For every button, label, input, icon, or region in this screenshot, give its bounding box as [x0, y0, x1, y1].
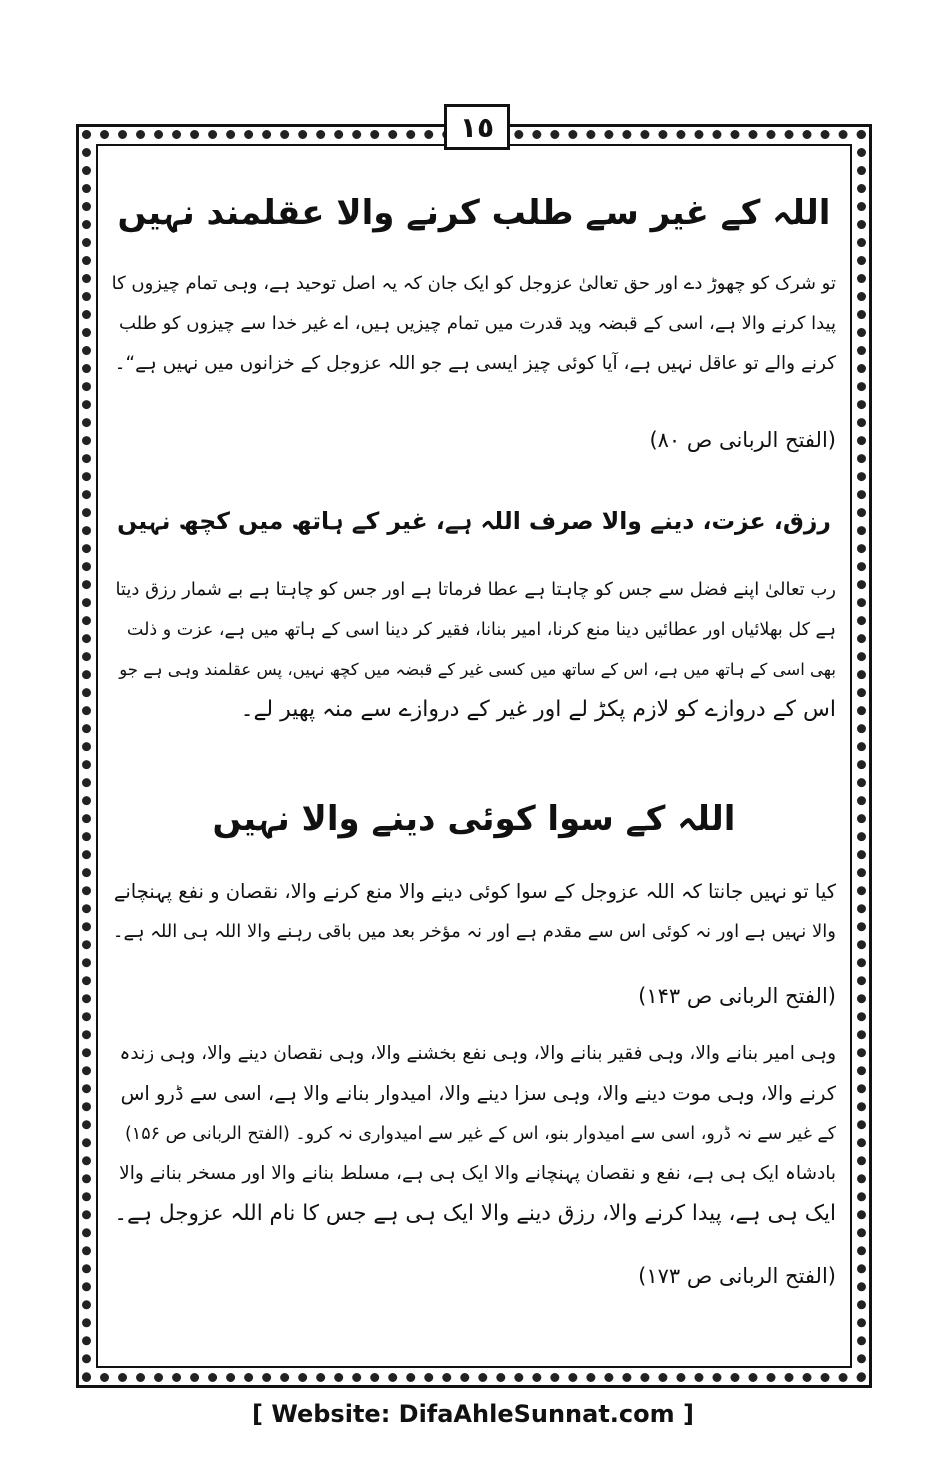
paragraph-3-line: کیا تو نہیں جانتا کہ اللہ عزوجل کے سوا کوئی دینے والا منع کرنے والا، نقصان و نفع پہنچانے: [113, 880, 836, 903]
heading-3: اللہ کے سوا کوئی دینے والا نہیں: [212, 799, 736, 839]
page-number: [444, 104, 510, 150]
reference-3: (الفتح الربانی ص ۱۴۳): [638, 984, 836, 1008]
paragraph-4-line: وہی امیر بنانے والا، وہی فقیر بنانے والا، وہی نفع بخشنے والا، وہی نقصان دینے والا، وہی زندہ: [119, 1043, 836, 1064]
heading-1: اللہ کے غیر سے طلب کرنے والا عقلمند نہیں: [117, 193, 831, 233]
paragraph-4-line: بادشاہ ایک ہی ہے، نفع و نقصان پہنچانے والا ایک ہی ہے، مسلط بنانے والا اور مسخر بنانے والا: [119, 1163, 836, 1184]
paragraph-3: [112, 872, 836, 952]
page-number-text: ١٥: [459, 110, 495, 144]
paragraph-4-line: ایک ہی ہے، پیدا کرنے والا، رزق دینے والا ایک ہی ہے جس کا نام اللہ عزوجل ہے۔: [114, 1201, 836, 1226]
paragraph-2-line: بھی اسی کے ہاتھ میں ہے، اس کے ساتھ میں کسی غیر کے قبضہ میں کچھ نہیں، پس عقلمند وہی ہے جو: [119, 660, 836, 679]
paragraph-4: [112, 1034, 836, 1234]
paragraph-3-line: والا نہیں ہے اور نہ کوئی اس سے مقدم ہے اور نہ مؤخر بعد میں باقی رہنے والا اللہ ہی اللہ ہے۔: [112, 921, 836, 942]
paragraph-4-line: کے غیر سے نہ ڈرو، اسی سے امیدوار بنو، اس کے غیر سے امیدواری نہ کرو۔ (الفتح الربانی ص ۱۵۶): [124, 1124, 836, 1144]
paragraph-1-line: کرنے والے تو عاقل نہیں ہے، آیا کوئی چیز ایسی ہے جو اللہ عزوجل کے خزانوں میں نہیں ہے“۔: [114, 353, 836, 374]
paragraph-2: [112, 570, 836, 730]
reference-1: (الفتح الربانی ص ۸۰): [649, 428, 836, 452]
paragraph-2-line: ہے کل بھلائیاں اور عطائیں دینا منع کرنا، امیر بنانا، فقیر کر دینا اسی کے ہاتھ میں ہے، عزت و ذلت: [126, 620, 836, 640]
paragraph-1-line: پیدا کرنے والا ہے، اسی کے قبضہ وید قدرت میں تمام چیزیں ہیں، اے غیر خدا سے چیزوں کو طلب: [118, 313, 836, 334]
paragraph-4-line: کرنے والا، وہی موت دینے والا، وہی سزا دینے والا، امیدوار بنانے والا ہے، اسی سے ڈرو اس: [120, 1082, 836, 1105]
paragraph-1: [112, 264, 836, 384]
paragraph-2-line: رب تعالیٰ اپنے فضل سے جس کو چاہتا ہے عطا فرماتا ہے اور جس کو چاہتا ہے بے شمار رزق دیتا: [115, 579, 836, 600]
paragraph-1-line: تو شرک کو چھوڑ دے اور حق تعالیٰ عزوجل کو ایک جان کہ یہ اصل توحید ہے، وہی تمام چیزوں کا: [112, 273, 836, 294]
website-footer: [ Website: DifaAhleSunnat.com ]: [252, 1400, 694, 1428]
heading-2: رزق، عزت، دینے والا صرف اللہ ہے، غیر کے ہاتھ میں کچھ نہیں: [117, 507, 831, 535]
page-content: [112, 160, 836, 1350]
paragraph-2-line: اس کے دروازے کو لازم پکڑ لے اور غیر کے دروازے سے منہ پھیر لے۔: [240, 697, 836, 722]
reference-4: (الفتح الربانی ص ۱۷۳): [638, 1264, 836, 1288]
